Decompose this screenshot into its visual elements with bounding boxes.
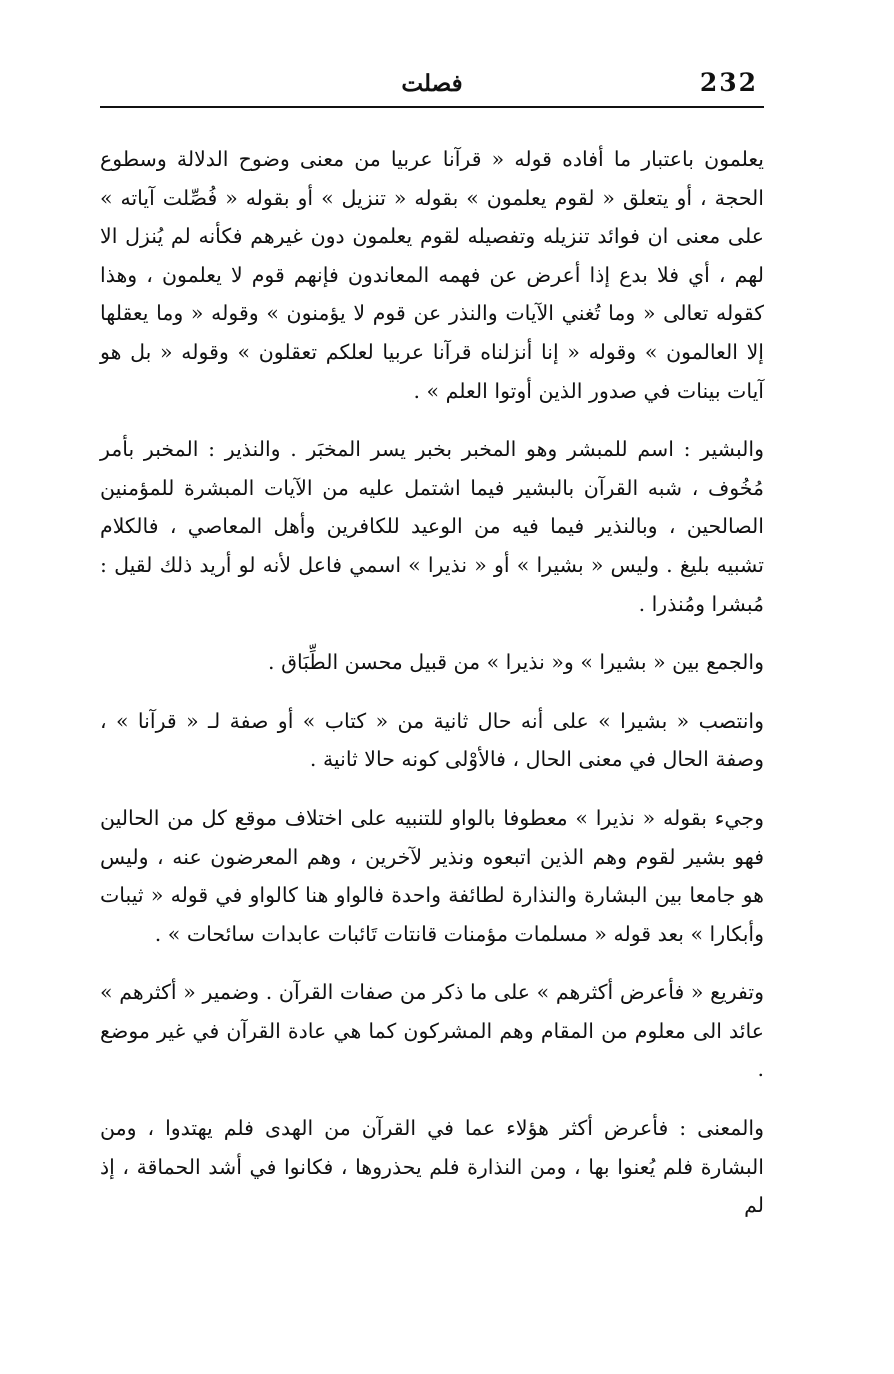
paragraph: وانتصب « بشيرا » على أنه حال ثانية من « كتاب » أو صفة لـ « قرآنا » ، وصفة الحال في معنى الحال ، فالأوْلى كونه حالا ثانية . xyxy=(100,708,764,772)
paragraph: يعلمون باعتبار ما أفاده قوله « قرآنا عربيا من معنى وضوح الدلالة وسطوع الحجة ، أو يتعلق « لقوم يعلمون » بقوله « تنزيل » أو بقوله « فُصِّلت آياته » على معنى ان فوائد تنزيله وتفصيله لقوم يعلمون دون غيرهم فكأنه لم يُنزل الا لهم ، أي فلا بدع إذا أعرض عن فهمه المعاندون فإنهم قوم لا يعلمون ، وهذا كقوله تعالى « وما تُغني الآيات والنذر عن قوم لا يؤمنون » وقوله « وما يعقلها إلا العالمون » وقوله « إنا أنزلناه قرآنا عربيا لعلكم تعقلون » وقوله « بل هو آيات بينات في صدور الذين أوتوا العلم » . xyxy=(100,147,764,403)
header-rule xyxy=(100,106,764,108)
paragraph: والمعنى : فأعرض أكثر هؤلاء عما في القرآن من الهدى فلم يهتدوا ، ومن البشارة فلم يُعنوا بها ، ومن النذارة فلم يحذروها ، فكانوا في أشد الحماقة ، إذ لم xyxy=(100,1116,764,1218)
paragraph: والجمع بين « بشيرا » و« نذيرا » من قبيل محسن الطِّبَاق . xyxy=(268,650,764,675)
page-header xyxy=(100,62,764,104)
page-number: 232 xyxy=(699,68,758,97)
paragraph: والبشير : اسم للمبشر وهو المخبر بخبر يسر المخبَر . والنذير : المخبر بأمر مُخُوف ، شبه القرآن بالبشير فيما اشتمل عليه من الآيات المبشرة للمؤمنين الصالحين ، وبالنذير فيما فيه من الوعيد للكافرين وأهل المعاصي ، فالكلام تشبيه بليغ . وليس « بشيرا » أو « نذيرا » اسمي فاعل لأنه لو أريد ذلك لقيل : مُبشرا ومُنذرا . xyxy=(100,437,764,616)
paragraph: وتفريع « فأعرض أكثرهم » على ما ذكر من صفات القرآن . وضمير « أكثرهم » عائد الى معلوم من المقام وهم المشركون كما هي عادة القرآن في غير موضع . xyxy=(100,980,764,1082)
paragraph: وجيء بقوله « نذيرا » معطوفا بالواو للتنبيه على اختلاف موقع كل من الحالين فهو بشير لقوم وهم الذين اتبعوه ونذير لآخرين ، وهم المعرضون عنه ، وليس هو جامعا بين البشارة والنذارة لطائفة واحدة فالواو هنا كالواو في قوله « ثيبات وأبكارا » بعد قوله « مسلمات مؤمنات قانتات تَائبات عابدات سائحات » . xyxy=(100,805,764,946)
running-title: فصلت xyxy=(401,70,463,97)
body-text xyxy=(100,140,764,1225)
